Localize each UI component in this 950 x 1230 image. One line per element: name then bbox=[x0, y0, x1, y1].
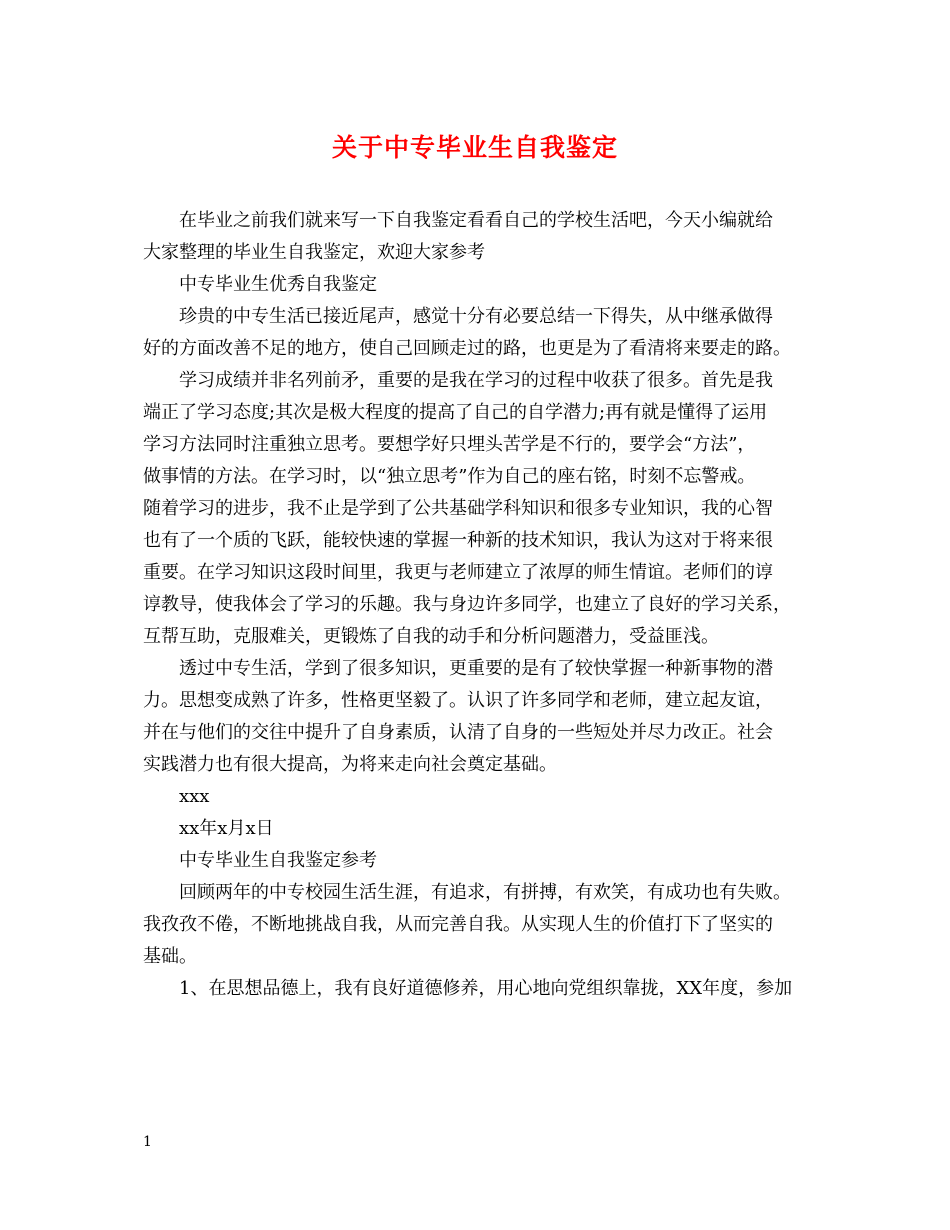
body-line: 1、在思想品德上，我有良好道德修养，用心地向党组织靠拢，XX年度，参加 bbox=[179, 978, 793, 999]
body-line: 基础。 bbox=[143, 946, 197, 967]
body-line: 做事情的方法。在学习时，以“独立思考”作为自己的座右铭，时刻不忘警戒。 bbox=[143, 466, 756, 487]
body-line: 透过中专生活，学到了很多知识，更重要的是有了较快掌握一种新事物的潜 bbox=[179, 658, 773, 679]
body-line: 好的方面改善不足的地方，使自己回顾走过的路，也更是为了看清将来要走的路。 bbox=[143, 338, 791, 359]
body-line: 力。思想变成熟了许多，性格更坚毅了。认识了许多同学和老师，建立起友谊， bbox=[143, 690, 773, 711]
body-line: 大家整理的毕业生自我鉴定，欢迎大家参考 bbox=[143, 242, 485, 263]
body-line: 在毕业之前我们就来写一下自我鉴定看看自己的学校生活吧，今天小编就给 bbox=[179, 210, 773, 231]
section-heading: 中专毕业生自我鉴定参考 bbox=[179, 850, 377, 871]
body-line: 回顾两年的中专校园生活生涯，有追求，有拼搏，有欢笑，有成功也有失败。 bbox=[179, 882, 791, 903]
body-line: 重要。在学习知识这段时间里，我更与老师建立了浓厚的师生情谊。老师们的谆 bbox=[143, 562, 773, 583]
body-line: 实践潜力也有很大提高，为将来走向社会奠定基础。 bbox=[143, 754, 557, 775]
signature-name: xxx bbox=[179, 786, 210, 807]
signature-date: xx年x月x日 bbox=[179, 818, 274, 839]
body-line: 学习成绩并非名列前矛，重要的是我在学习的过程中收获了很多。首先是我 bbox=[179, 370, 773, 391]
document-body bbox=[143, 205, 811, 1005]
body-line: 学习方法同时注重独立思考。要想学好只埋头苦学是不行的，要学会“方法”， bbox=[143, 434, 756, 455]
page-number: 1 bbox=[143, 1134, 152, 1150]
body-line: 随着学习的进步，我不止是学到了公共基础学科知识和很多专业知识，我的心智 bbox=[143, 498, 773, 519]
section-heading: 中专毕业生优秀自我鉴定 bbox=[179, 274, 377, 295]
body-line: 并在与他们的交往中提升了自身素质，认清了自身的一些短处并尽力改正。社会 bbox=[143, 722, 773, 743]
body-line: 也有了一个质的飞跃，能较快速的掌握一种新的技术知识，我认为这对于将来很 bbox=[143, 530, 773, 551]
body-line: 我孜孜不倦，不断地挑战自我，从而完善自我。从实现人生的价值打下了坚实的 bbox=[143, 914, 773, 935]
body-line: 谆教导，使我体会了学习的乐趣。我与身边许多同学，也建立了良好的学习关系， bbox=[143, 594, 791, 615]
document-title: 关于中专毕业生自我鉴定 bbox=[331, 133, 618, 162]
body-line: 互帮互助，克服难关，更锻炼了自我的动手和分析问题潜力，受益匪浅。 bbox=[143, 626, 719, 647]
body-line: 珍贵的中专生活已接近尾声，感觉十分有必要总结一下得失，从中继承做得 bbox=[179, 306, 773, 327]
body-line: 端正了学习态度;其次是极大程度的提高了自己的自学潜力;再有就是懂得了运用 bbox=[143, 402, 768, 423]
